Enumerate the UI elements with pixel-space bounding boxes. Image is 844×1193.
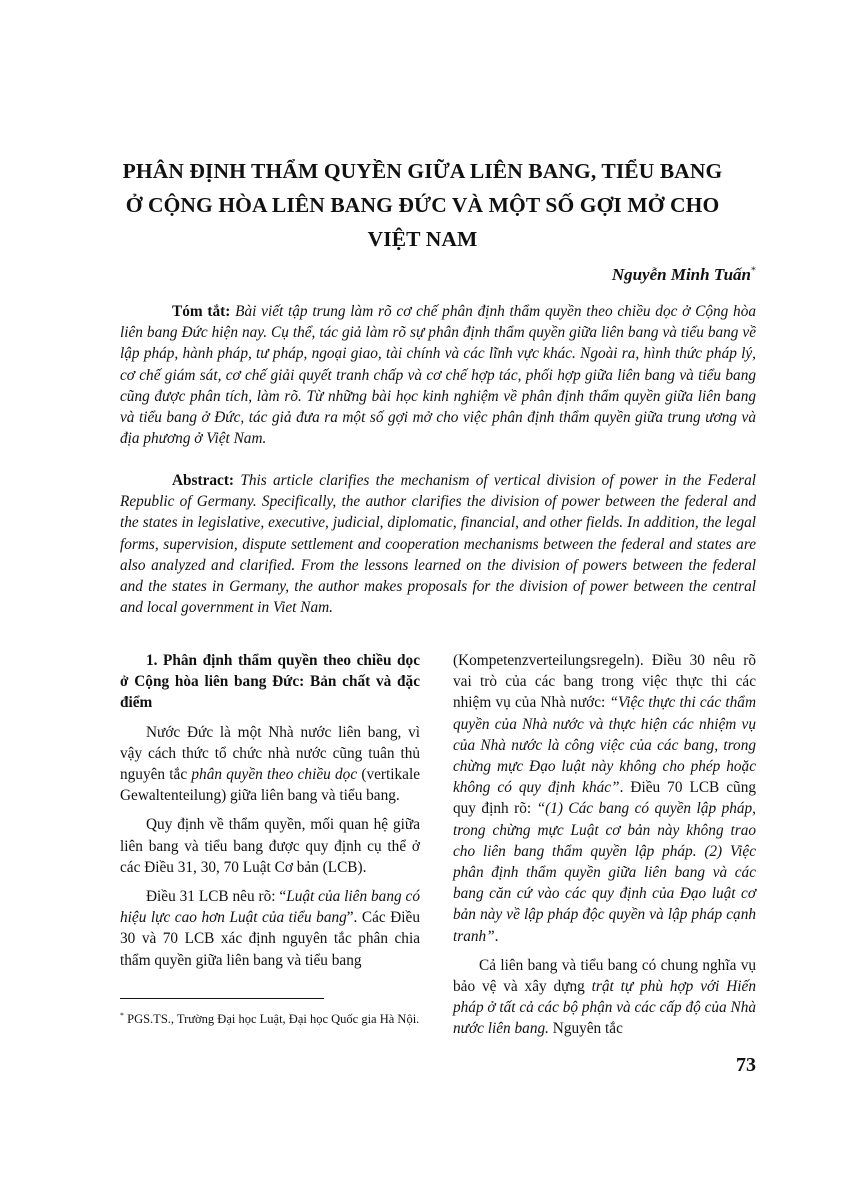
abstract-vn-label: Tóm tắt: [172,303,231,320]
title-line-3: VIỆT NAM [367,227,478,251]
author-name: Nguyễn Minh Tuấn [611,265,751,284]
page-number: 73 [736,1054,756,1076]
author-footnote-mark[interactable]: * [751,265,756,277]
title-line-2: Ở CỘNG HÒA LIÊN BANG ĐỨC VÀ MỘT SỐ GỢI MỞ CHO [125,193,720,217]
left-paragraph-2: Quy định về thẩm quyền, mối quan hệ giữa liên bang và tiểu bang được quy định cụ thể ở các Điều 31, 30, 70 Luật Cơ bản (LCB). [120,816,420,876]
left-paragraph-3: Điều 31 LCB nêu rõ: “Luật của liên bang có hiệu lực cao hơn Luật của tiểu bang”. Các Điều 30 và 70 LCB xác định nguyên tắc phân chia thẩm quyền giữa liên bang và tiểu bang [120,888,420,969]
footnote [120,1007,420,1028]
abstract-vn-text: Bài viết tập trung làm rõ cơ chế phân định thẩm quyền theo chiều dọc ở Cộng hòa liên bang Đức hiện nay. Cụ thể, tác giả làm rõ sự phân định thẩm quyền giữa liên bang và tiểu bang về lập pháp, hành pháp, tư pháp, ngoại giao, tài chính và các lĩnh vực khác. Ngoài ra, hình thức pháp lý, cơ chế giám sát, cơ chế giải quyết tranh chấp và cơ chế hợp tác, phối hợp giữa liên bang và tiểu bang cũng được phân tích, làm rõ. Từ những bài học kinh nghiệm về phân định thẩm quyền giữa liên bang và tiểu bang ở Đức, tác giả đưa ra một số gợi mở cho việc phân định thẩm quyền giữa trung ương và địa phương ở Việt Nam. [120,303,757,448]
right-column [453,650,756,1048]
author-byline [612,265,756,285]
right-paragraph-2: Cả liên bang và tiểu bang có chung nghĩa vụ bảo vệ và xây dựng trật tự phù hợp với Hiến pháp ở tất cả các bộ phận và các cấp độ của Nhà nước liên bang. Nguyên tắc [453,956,756,1038]
footnote-text: PGS.TS., Trường Đại học Luật, Đại học Quốc gia Hà Nội. [124,1012,420,1027]
abstract-en-text: This article clarifies the mechanism of vertical division of power in the Federal Republic of Germany. Specifically, the author clarifies the division of power between the federal and the states in legislative, executive, judicial, diplomatic, financial, and other fields. In addition, the legal forms, supervision, dispute settlement and cooperation mechanisms between the federal and states are also analyzed and clarified. From the lessons learned on the division of powers between the federal and the states in Germany, the author makes proposals for the division of power between the central and local government in Viet Nam. [120,472,756,617]
article-title [100,154,745,256]
section-heading: 1. Phân định thẩm quyền theo chiều dọc ở Cộng hòa liên bang Đức: Bản chất và đặc điểm [120,652,420,712]
abstract-vietnamese [120,301,756,449]
abstract-en-label: Abstract: [172,472,235,489]
footnote-mark: * [120,1011,124,1020]
abstract-english [120,470,756,618]
left-paragraph-1: Nước Đức là một Nhà nước liên bang, vì vậy cách thức tổ chức nhà nước cũng tuân thủ nguyên tắc phân quyền theo chiều dọc (vertikale Gewaltenteilung) giữa liên bang và tiểu bang. [120,723,420,805]
title-line-1: PHÂN ĐỊNH THẨM QUYỀN GIỮA LIÊN BANG, TIỂU BANG [122,159,723,183]
left-column [120,650,420,979]
right-paragraph-1: (Kompetenzverteilungsregeln). Điều 30 nêu rõ vai trò của các bang trong việc thực thi các nhiệm vụ của Nhà nước: “Việc thực thi các thẩm quyền của Nhà nước và thực hiện các nhiệm vụ của Nhà nước là công việc của các bang, trong chừng mực Đạo luật này không cho phép hoặc không có quy định khác”. Điều 70 LCB cũng quy định rõ: “(1) Các bang có quyền lập pháp, trong chừng mực Luật cơ bản này không trao cho liên bang thẩm quyền lập pháp. (2) Việc phân định thẩm quyền giữa liên bang và các bang căn cứ vào các quy định của Đạo luật cơ bản này về lập pháp độc quyền và lập pháp cạnh tranh”. [453,652,757,945]
footnote-divider [120,998,324,999]
